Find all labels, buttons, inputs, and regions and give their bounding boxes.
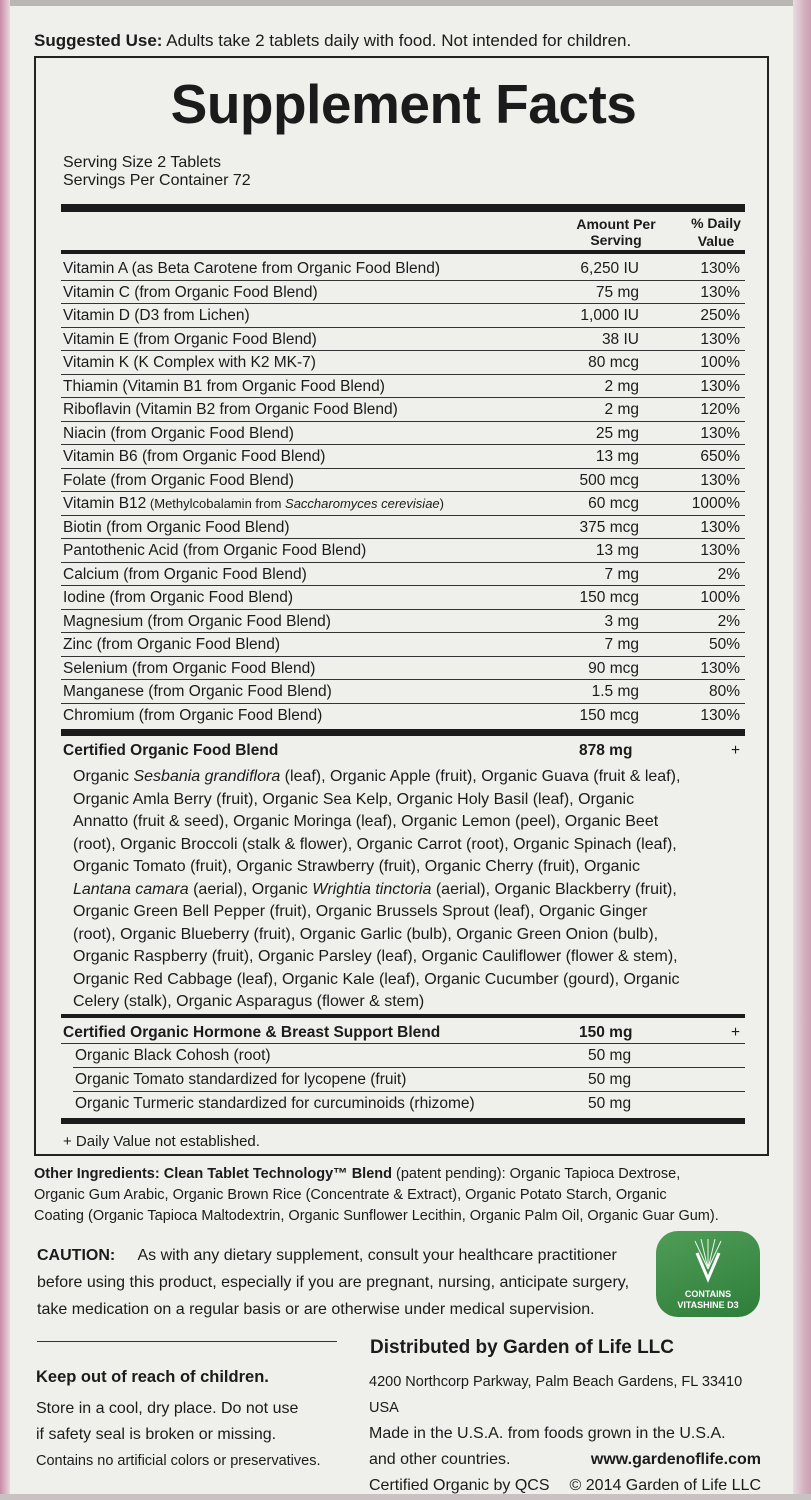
other-ingredients-blend: Clean Tablet Technology™ Blend: [159, 1166, 392, 1182]
made-in-line2: and other countries.: [369, 1451, 511, 1468]
facts-title: Supplement Facts: [170, 73, 637, 135]
nutrient-daily-value: 130%: [700, 377, 740, 395]
nutrient-row: [61, 563, 745, 587]
nutrient-row: [61, 516, 745, 540]
nutrient-name: Calcium (from Organic Food Blend): [63, 565, 307, 583]
food-blend-ingredients: [73, 766, 753, 1014]
nutrient-daily-value: 1000%: [691, 495, 740, 512]
nutrient-amount: 150 mcg: [579, 589, 639, 606]
nutrient-amount: 3 mg: [604, 612, 639, 630]
hormone-item-amount: 50 mg: [588, 1095, 632, 1112]
badge-line2: VITASHINE D3: [677, 1300, 739, 1310]
nutrient-amount: 80 mcg: [588, 354, 639, 371]
nutrient-row: [61, 445, 745, 469]
nutrient-name: Vitamin K (K Complex with K2 MK-7): [63, 354, 316, 371]
nutrient-name: Biotin (from Organic Food Blend): [63, 518, 290, 536]
vitashine-badge: [656, 1231, 760, 1317]
food-blend-text: Organic Amla Berry (fruit), Organic Sea Kelp, Organic Holy Basil (leaf), Organic: [73, 790, 635, 808]
nutrient-daily-value: 100%: [700, 354, 740, 371]
nutrient-name: Vitamin E (from Organic Food Blend): [63, 330, 317, 348]
nutrient-daily-value: 130%: [700, 542, 740, 559]
nutrient-row: [61, 657, 745, 681]
nutrient-amount: 375 mcg: [579, 518, 639, 536]
nutrient-daily-value: 2%: [717, 612, 740, 630]
thick-rule-top: [61, 204, 745, 212]
nutrient-amount: 25 mg: [595, 424, 639, 442]
storage-instructions: [36, 1396, 336, 1474]
food-blend-text: Organic: [73, 768, 134, 785]
nutrient-daily-value: 130%: [700, 659, 740, 677]
nutrient-amount: 60 mcg: [588, 495, 639, 512]
food-blend-line: [73, 834, 753, 857]
suggested-use-text: Adults take 2 tablets daily with food. Not intended for children.: [162, 31, 632, 50]
nutrient-amount: 150 mcg: [579, 706, 639, 724]
food-blend-dv: +: [730, 742, 740, 759]
nutrient-row: [61, 422, 745, 446]
food-blend-line: [73, 991, 753, 1014]
nutrient-daily-value: 130%: [700, 471, 740, 489]
nutrient-name: Magnesium (from Organic Food Blend): [63, 612, 331, 630]
nutrient-row: [61, 469, 745, 493]
other-ingredients-line3: Coating (Organic Tapioca Maltodextrin, Organic Sunflower Lecithin, Organic Palm Oil, Organic Guar Gum).: [34, 1208, 719, 1224]
caution-label: CAUTION:: [37, 1247, 116, 1264]
hormone-item: [73, 1092, 745, 1116]
nutrient-name: Iodine (from Organic Food Blend): [63, 589, 294, 606]
package-edge-top: [0, 0, 811, 6]
nutrient-name: Chromium (from Organic Food Blend): [63, 706, 323, 724]
nutrient-daily-value: 250%: [700, 307, 740, 324]
supplement-facts-panel: [34, 56, 769, 1156]
nutrient-daily-value: 50%: [708, 636, 740, 653]
food-blend-text: (root), Organic Blueberry (fruit), Organic Garlic (bulb), Organic Green Onion (bulb),: [73, 925, 659, 943]
hormone-blend-amount: 150 mg: [579, 1024, 633, 1041]
botanical-name: Lantana camara: [73, 880, 189, 898]
food-blend-line: [73, 969, 753, 992]
nutrient-row: [61, 586, 745, 610]
nutrient-name-group: [63, 495, 444, 513]
nutrient-amount: 13 mg: [595, 542, 639, 559]
nutrient-name: Vitamin B12: [63, 495, 147, 512]
other-ingredients-line2: Organic Gum Arabic, Organic Brown Rice (Concentrate & Extract), Organic Potato Starch, Organic: [34, 1187, 667, 1203]
food-blend-text: (leaf), Organic Apple (fruit), Organic Guava (fruit & leaf),: [280, 768, 681, 785]
serving-size: Serving Size 2 Tablets: [63, 154, 222, 171]
nutrient-note-italic: Saccharomyces cerevisiae: [285, 496, 440, 511]
nutrient-note-text: (Methylcobalamin from: [149, 496, 286, 511]
nutrient-amount: 2 mg: [604, 377, 639, 395]
nutrient-row: [61, 539, 745, 563]
column-header-daily-value: [681, 214, 751, 250]
hormone-blend-dv: +: [730, 1024, 740, 1041]
thick-rule-blend: [61, 729, 745, 736]
storage-line1: Store in a cool, dry place. Do not use: [36, 1400, 299, 1417]
nutrient-row: [61, 281, 745, 305]
food-blend-line: [73, 766, 753, 789]
food-blend-line: [73, 924, 753, 947]
hormone-item-amount: 50 mg: [588, 1047, 632, 1064]
column-header-amount: [556, 216, 676, 248]
food-blend-line: [73, 789, 753, 812]
food-blend-amount: 878 mg: [579, 742, 633, 759]
nutrient-row: [61, 704, 745, 728]
package-edge-right: [793, 0, 811, 1500]
storage-line2: if safety seal is broken or missing.: [36, 1426, 277, 1443]
hormone-item-name: Organic Tomato standardized for lycopene (fruit): [75, 1071, 407, 1088]
sun-v-icon: [693, 1239, 723, 1285]
nutrient-note-end: ): [439, 496, 444, 511]
thick-rule-header: [61, 250, 745, 254]
hormone-item-name: Organic Black Cohosh (root): [75, 1047, 271, 1064]
made-in-line1: Made in the U.S.A. from foods grown in the U.S.A.: [369, 1425, 726, 1442]
food-blend-text: (aerial), Organic Blackberry (fruit),: [431, 880, 677, 898]
nutrient-daily-value: 130%: [700, 330, 740, 348]
storage-line3: Contains no artificial colors or preservatives.: [36, 1453, 321, 1469]
divider: [37, 1341, 337, 1342]
column-header-amount-line1: Amount Per: [576, 216, 656, 232]
hormone-item-name: Organic Turmeric standardized for curcuminoids (rhizome): [75, 1095, 475, 1112]
nutrient-amount: 38 IU: [601, 330, 639, 348]
food-blend-text: Organic Red Cabbage (leaf), Organic Kale (leaf), Organic Cucumber (gourd), Organic: [73, 970, 680, 988]
column-header-dv-line1: % Daily: [691, 215, 741, 231]
distributor-title: Distributed by Garden of Life LLC: [370, 1337, 675, 1358]
nutrient-name: Vitamin B6 (from Organic Food Blend): [63, 448, 326, 465]
nutrient-amount: 500 mcg: [579, 471, 639, 489]
nutrient-amount: 7 mg: [604, 565, 639, 583]
other-ingredients-label: Other Ingredients:: [34, 1166, 160, 1182]
nutrient-row: [61, 492, 745, 516]
nutrient-daily-value: 100%: [700, 589, 740, 606]
website-link[interactable]: www.gardenoflife.com: [590, 1451, 761, 1468]
nutrient-name: Niacin (from Organic Food Blend): [63, 424, 294, 442]
distributor-address: 4200 Northcorp Parkway, Palm Beach Gardens, FL 33410 USA: [369, 1374, 743, 1416]
caution-line2: before using this product, especially if you are pregnant, nursing, anticipate surgery,: [37, 1274, 630, 1291]
nutrient-amount: 75 mg: [595, 283, 639, 301]
nutrient-row: [61, 328, 745, 352]
hormone-item: [73, 1044, 745, 1068]
botanical-name: Sesbania grandiflora: [133, 768, 281, 785]
nutrient-daily-value: 2%: [717, 565, 740, 583]
thick-rule-bottom: [61, 1118, 745, 1124]
servings-per-container: Servings Per Container 72: [63, 172, 251, 189]
nutrient-amount: 7 mg: [604, 636, 639, 653]
nutrient-amount: 2 mg: [604, 401, 639, 418]
nutrient-name: Thiamin (Vitamin B1 from Organic Food Blend): [63, 377, 385, 395]
hormone-blend-header: [61, 1020, 745, 1044]
nutrient-amount: 13 mg: [595, 448, 639, 465]
food-blend-name: Certified Organic Food Blend: [63, 742, 279, 759]
food-blend-text: (root), Organic Broccoli (stalk & flower), Organic Carrot (root), Organic Spinach (leaf),: [73, 835, 677, 853]
daily-value-footnote: + Daily Value not established.: [63, 1133, 260, 1150]
nutrient-amount: 1,000 IU: [580, 307, 639, 324]
column-header-amount-line2: Serving: [590, 232, 642, 248]
serving-info: [63, 154, 251, 190]
food-blend-line: [73, 879, 753, 902]
nutrient-row: [61, 351, 745, 375]
column-header-dv-line2: Value: [697, 233, 735, 249]
nutrient-daily-value: 120%: [700, 401, 740, 418]
nutrient-amount: 90 mcg: [588, 659, 639, 677]
nutrient-daily-value: 80%: [708, 683, 740, 700]
nutrient-name: Folate (from Organic Food Blend): [63, 471, 294, 489]
nutrient-daily-value: 130%: [700, 283, 740, 301]
nutrient-name: Selenium (from Organic Food Blend): [63, 659, 316, 677]
nutrient-row: [61, 375, 745, 399]
distributor-info: [369, 1369, 769, 1499]
nutrient-row: [61, 610, 745, 634]
nutrient-row: [61, 680, 745, 704]
food-blend-text: Organic Green Bell Pepper (fruit), Organic Brussels Sprout (leaf), Organic Ginger: [73, 903, 648, 920]
food-blend-line: [73, 946, 753, 969]
nutrient-name: Riboflavin (Vitamin B2 from Organic Food Blend): [63, 401, 398, 418]
food-blend-line: [73, 811, 753, 834]
caution-line1: As with any dietary supplement, consult your healthcare practitioner: [137, 1247, 617, 1264]
food-blend-line: [73, 856, 753, 879]
nutrient-name: Manganese (from Organic Food Blend): [63, 683, 332, 700]
food-blend-text: (aerial), Organic: [188, 880, 313, 898]
nutrient-name: Pantothenic Acid (from Organic Food Blend): [63, 542, 367, 559]
nutrient-row: [61, 304, 745, 328]
badge-line1: CONTAINS: [684, 1289, 732, 1299]
suggested-use-label: Suggested Use:: [34, 31, 163, 50]
package-edge-left: [0, 0, 10, 1500]
keep-out-of-reach: Keep out of reach of children.: [36, 1368, 269, 1386]
caution-line3: take medication on a regular basis or are otherwise under medical supervision.: [37, 1301, 595, 1318]
nutrient-daily-value: 650%: [700, 448, 740, 465]
nutrient-name-note: [146, 496, 444, 511]
nutrient-name: Vitamin C (from Organic Food Blend): [63, 283, 318, 301]
nutrient-daily-value: 130%: [700, 518, 740, 536]
thick-rule-hormone: [61, 1014, 745, 1018]
botanical-name: Wrightia tinctoria: [312, 880, 432, 898]
nutrient-name: Zinc (from Organic Food Blend): [63, 636, 281, 653]
nutrient-name: Vitamin D (D3 from Lichen): [63, 307, 250, 324]
hormone-blend-name: Certified Organic Hormone & Breast Support Blend: [63, 1024, 441, 1041]
hormone-item-amount: 50 mg: [588, 1071, 632, 1088]
nutrient-row: [61, 257, 745, 281]
other-ingredients-line1: (patent pending): Organic Tapioca Dextrose,: [391, 1166, 681, 1182]
hormone-item: [73, 1068, 745, 1092]
food-blend-text: Annatto (fruit & seed), Organic Moringa (leaf), Organic Lemon (peel), Organic Beet: [73, 813, 659, 830]
nutrient-row: [61, 398, 745, 422]
nutrient-daily-value: 130%: [700, 706, 740, 724]
nutrient-amount: 1.5 mg: [591, 683, 639, 700]
food-blend-text: Organic Tomato (fruit), Organic Strawberry (fruit), Organic Cherry (fruit), Organic: [73, 858, 640, 875]
nutrient-row: [61, 633, 745, 657]
nutrient-daily-value: 130%: [700, 424, 740, 442]
food-blend-header: [61, 738, 745, 762]
certified-organic: Certified Organic by QCS: [369, 1477, 550, 1494]
other-ingredients: [34, 1164, 784, 1227]
nutrient-daily-value: 130%: [700, 260, 740, 277]
suggested-use: [34, 31, 631, 51]
nutrient-amount: 6,250 IU: [580, 260, 639, 277]
nutrient-name: Vitamin A (as Beta Carotene from Organic Food Blend): [63, 260, 441, 277]
food-blend-line: [73, 901, 753, 924]
food-blend-text: Organic Raspberry (fruit), Organic Parsley (leaf), Organic Cauliflower (flower & stem),: [73, 948, 678, 965]
food-blend-text: Celery (stalk), Organic Asparagus (flower & stem): [73, 993, 425, 1010]
copyright: © 2014 Garden of Life LLC: [569, 1477, 761, 1494]
caution-statement: [37, 1242, 637, 1323]
